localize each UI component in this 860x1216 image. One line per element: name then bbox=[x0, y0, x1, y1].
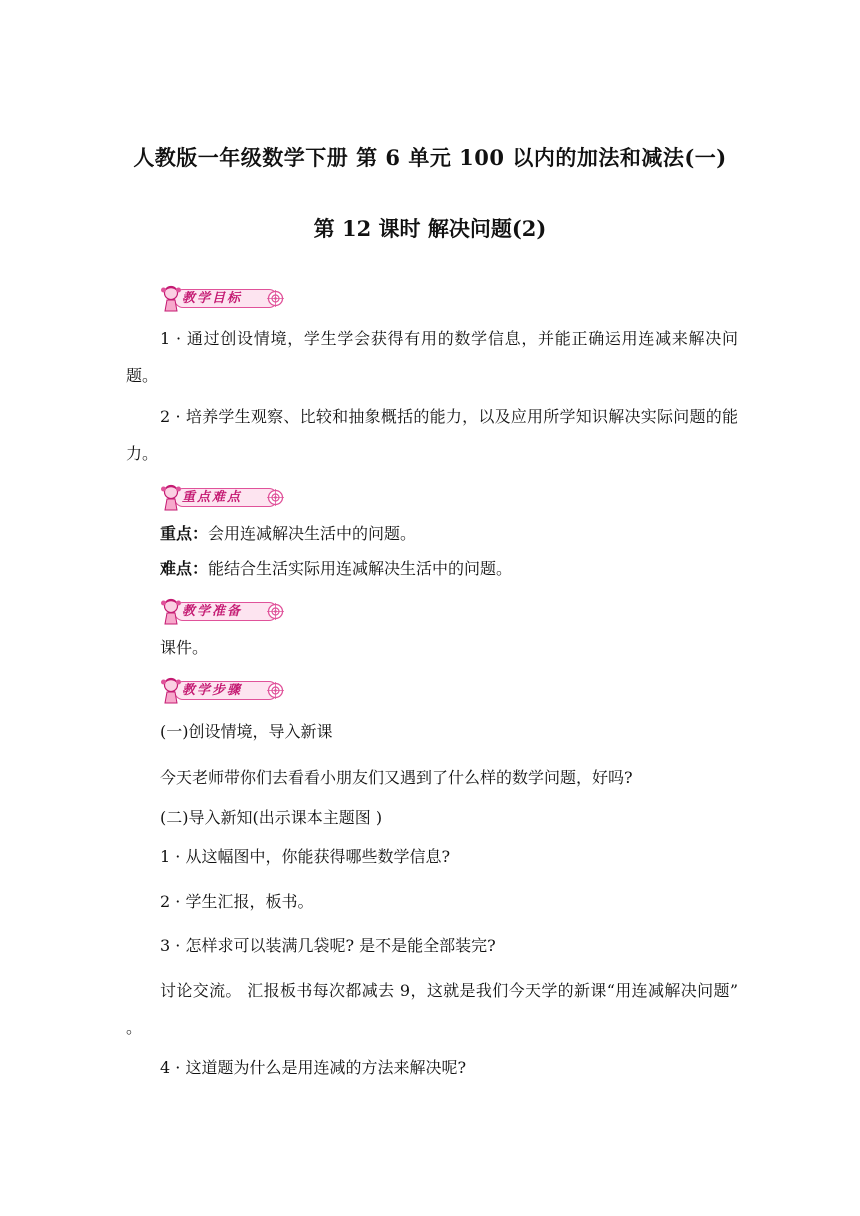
target-icon bbox=[267, 603, 284, 620]
target-icon bbox=[267, 682, 284, 699]
target-icon bbox=[267, 489, 284, 506]
step-line: 2 · 学生汇报，板书。 bbox=[160, 892, 314, 911]
steps-badge: 教学步骤 bbox=[160, 676, 284, 704]
target-icon bbox=[267, 290, 284, 307]
step-heading-2: (二)导入新知(出示课本主题图 ) bbox=[160, 808, 383, 827]
difficulty-line bbox=[160, 557, 512, 581]
step-line: 4 · 这道题为什么是用连减的方法来解决呢? bbox=[160, 1058, 467, 1077]
step-line: 今天老师带你们去看看小朋友们又遇到了什么样的数学问题，好吗? bbox=[160, 768, 633, 787]
document-title: 人教版一年级数学下册 第 6 单元 100 以内的加法和减法(一) bbox=[133, 145, 727, 170]
preparation-text: 课件。 bbox=[160, 638, 209, 657]
objective-item-1: 1 · 通过创设情境，学生学会获得有用的数学信息，并能正确运用连减来解决问题。 bbox=[126, 329, 738, 385]
step-heading-1: (一)创设情境，导入新课 bbox=[160, 722, 333, 741]
key-points-badge: 重点难点 bbox=[160, 483, 284, 511]
key-point-label: 重点： bbox=[160, 524, 209, 543]
discussion-paragraph: 讨论交流。 汇报板书每次都减去 9，这就是我们今天学的新课“用连减解决问题” 。 bbox=[126, 981, 738, 1037]
difficulty-text: 能结合生活实际用连减解决生活中的问题。 bbox=[208, 559, 513, 578]
key-point-line bbox=[160, 522, 416, 546]
step-line: 1 · 从这幅图中，你能获得哪些数学信息? bbox=[160, 847, 451, 866]
step-line: 3 · 怎样求可以装满几袋呢? 是不是能全部装完? bbox=[160, 936, 496, 955]
lesson-subtitle: 第 12 课时 解决问题(2) bbox=[313, 216, 547, 241]
difficulty-label: 难点： bbox=[160, 559, 209, 578]
key-point-text: 会用连减解决生活中的问题。 bbox=[208, 524, 417, 543]
objectives-badge: 教学目标 bbox=[160, 284, 284, 312]
preparation-badge: 教学准备 bbox=[160, 597, 284, 625]
objective-item-2: 2 · 培养学生观察、比较和抽象概括的能力，以及应用所学知识解决实际问题的能力。 bbox=[126, 407, 738, 463]
